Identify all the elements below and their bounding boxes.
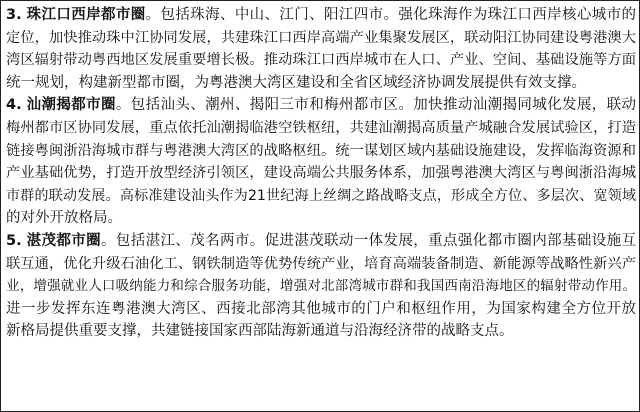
paragraph-line: 定位，加快推动珠中江协同发展，共建珠江口西岸高端产业集聚发展区，联动阳江协同建设粤港澳大 [6,29,636,46]
line-text: 。包括湛江、茂名两市。促进湛茂联动一体发展，重点强化都市圈内部基础设施互 [100,232,637,249]
paragraph-line: 联互通，优化升级石油化工、钢铁制造等优势传统产业，培育高端装备制造、新能源等战略性新兴产 [6,255,636,272]
paragraph-line: 业，增强就业人口吸纳能力和综合服务功能，增强对北部湾城市群和我国西南沿海地区的辐射带动作用。 [6,278,636,295]
paragraph-line: 的对外开放格局。 [6,210,122,227]
line-text: 。包括珠海、中山、江门、阳江四市。强化珠海作为珠江口西岸核心城市的 [145,7,637,23]
paragraph-line: 统一规划，构建新型都市圈，为粤港澳大湾区建设和全省区域经济协调发展提供有效支撑。 [6,74,586,91]
paragraph-line: 进一步发挥东连粤港澳大湾区、西接北部湾其他城市的门户和枢纽作用，为国家构建全方位开放 [6,300,636,317]
document-text [6,4,636,343]
section-number: 4. [6,97,22,114]
paragraph-line: 产业基础优势，打造开放型经济引领区，建设高端公共服务体系，加强粤港澳大湾区与粤闽浙沿海城 [6,165,636,182]
section-title: 湛茂都市圈 [26,232,101,249]
paragraph-line: 湾区辐射带动粤西地区发展重要增长极。推动珠江口西岸城市在人口、产业、空间、基础设施等方面 [6,52,636,69]
paragraph-line: 新格局提供重要支撑，共建链接国家西部陆海新通道与沿海经济带的战略支点。 [6,323,514,340]
paragraph-line: 市群的联动发展。高标准建设汕头作为21世纪海上丝绸之路战略支点，形成全方位、多层次、宽领域 [6,187,636,204]
paragraph-line: 链接粤闽浙沿海城市群与粤港澳大湾区的战略枢纽。统一谋划区域内基础设施建设，发挥临海资源和 [6,142,636,159]
paragraph-line [6,94,636,117]
paragraph-line: 梅州都市区协同发展，重点依托汕潮揭临港空铁枢纽，共建汕潮揭高质量产城融合发展试验区，打造 [6,119,636,136]
section-title: 珠江口西岸都市圈 [26,7,146,23]
paragraph-line [6,4,636,27]
section-number: 3. [6,7,22,23]
section-title: 汕潮揭都市圈 [26,97,116,114]
section-number: 5. [6,232,22,249]
paragraph-line [6,230,636,253]
line-text: 。包括汕头、潮州、揭阳三市和梅州都市区。加快推动汕潮揭同城化发展，联动 [115,97,637,114]
